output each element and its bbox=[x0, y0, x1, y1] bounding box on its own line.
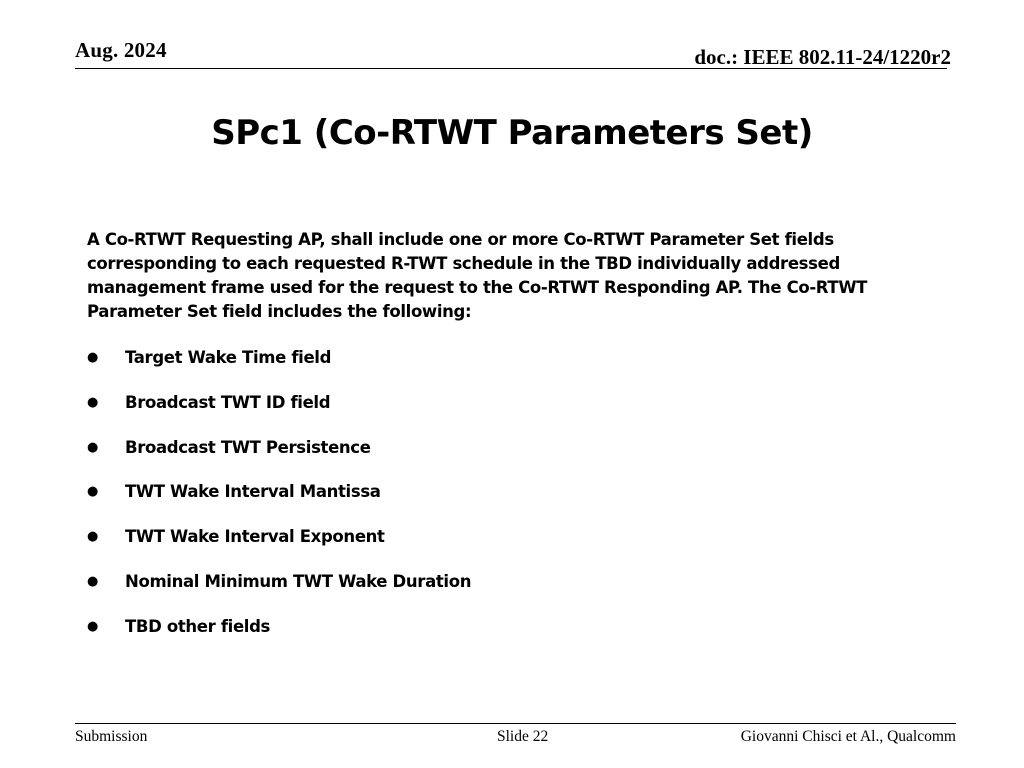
bullet-text: Nominal Minimum TWT Wake Duration bbox=[125, 571, 472, 591]
bullet-text: TWT Wake Interval Exponent bbox=[125, 527, 385, 547]
bullet-icon: ● bbox=[87, 484, 98, 500]
bullet-text: Broadcast TWT Persistence bbox=[125, 437, 371, 457]
bullet-text: TWT Wake Interval Mantissa bbox=[125, 482, 381, 502]
intro-paragraph: A Co-RTWT Requesting AP, shall include one or more Co-RTWT Parameter Set fields corresponding to each requested R-TWT schedule in the TBD individually addressed management frame used for the request to the Co-RTWT Responding AP. The Co-RTWT Parameter Set field includes the following: bbox=[87, 230, 868, 321]
header-date: Aug. 2024 bbox=[75, 38, 167, 62]
footer-divider bbox=[75, 723, 956, 724]
bullet-icon: ● bbox=[87, 350, 98, 365]
bullet-icon: ● bbox=[87, 573, 98, 589]
header-divider bbox=[75, 68, 947, 69]
bullet-text: Target Wake Time field bbox=[125, 348, 332, 367]
bullet-icon: ● bbox=[87, 618, 98, 634]
footer-slide-number: Slide 22 bbox=[497, 728, 549, 745]
footer-author: Giovanni Chisci et Al., Qualcomm bbox=[740, 728, 956, 745]
bullet-icon: ● bbox=[87, 394, 98, 410]
bullet-icon: ● bbox=[87, 529, 98, 545]
slide-title: SPc1 (Co-RTWT Parameters Set) bbox=[211, 113, 813, 153]
bullet-text: TBD other fields bbox=[125, 616, 271, 636]
bullet-text: Broadcast TWT ID field bbox=[125, 392, 331, 412]
header-doc-id: doc.: IEEE 802.11-24/1220r2 bbox=[694, 45, 951, 69]
bullet-icon: ● bbox=[87, 439, 98, 455]
footer-submission: Submission bbox=[75, 728, 148, 745]
